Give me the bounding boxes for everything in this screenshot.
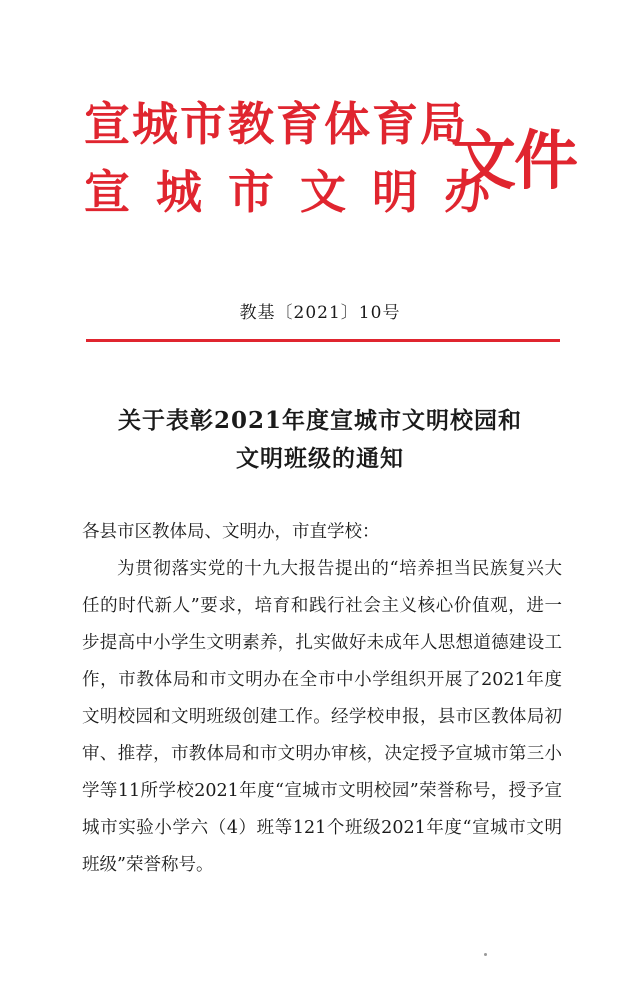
notice-body	[82, 514, 562, 884]
document-suffix: 文件	[452, 124, 576, 199]
red-divider-line	[86, 339, 560, 342]
document-number: 教基〔2021〕10号	[239, 303, 401, 323]
body-paragraph: 为贯彻落实党的十九大报告提出的“培养担当民族复兴大任的时代新人”要求，培育和践行社会主义核心价值观，进一步提高中小学生文明素养，扎实做好未成年人思想道德建设工作，市教体局和市文明办在全市中小学组织开展了2021年度文明校园和文明班级创建工作。经学校申报，县市区教体局初审、推荐，市教体局和市文明办审核，决定授予宣城市第三小学等11所学校2021年度“宣城市文明校园”荣誉称号，授予宣城市实验小学六（4）班等121个班级2021年度“宣城市文明班级”荣誉称号。	[82, 559, 562, 875]
issuing-org-1: 宣城市教育体育局	[84, 97, 468, 151]
issuing-org-2: 宣城市文明办	[84, 165, 516, 219]
scan-speck	[484, 953, 487, 956]
document-header	[84, 96, 576, 226]
salutation: 各县市区教体局、文明办，市直学校：	[82, 522, 380, 542]
notice-title-line-1: 关于表彰2021年度宣城市文明校园和	[117, 407, 522, 434]
notice-title-line-2: 文明班级的通知	[236, 445, 404, 472]
